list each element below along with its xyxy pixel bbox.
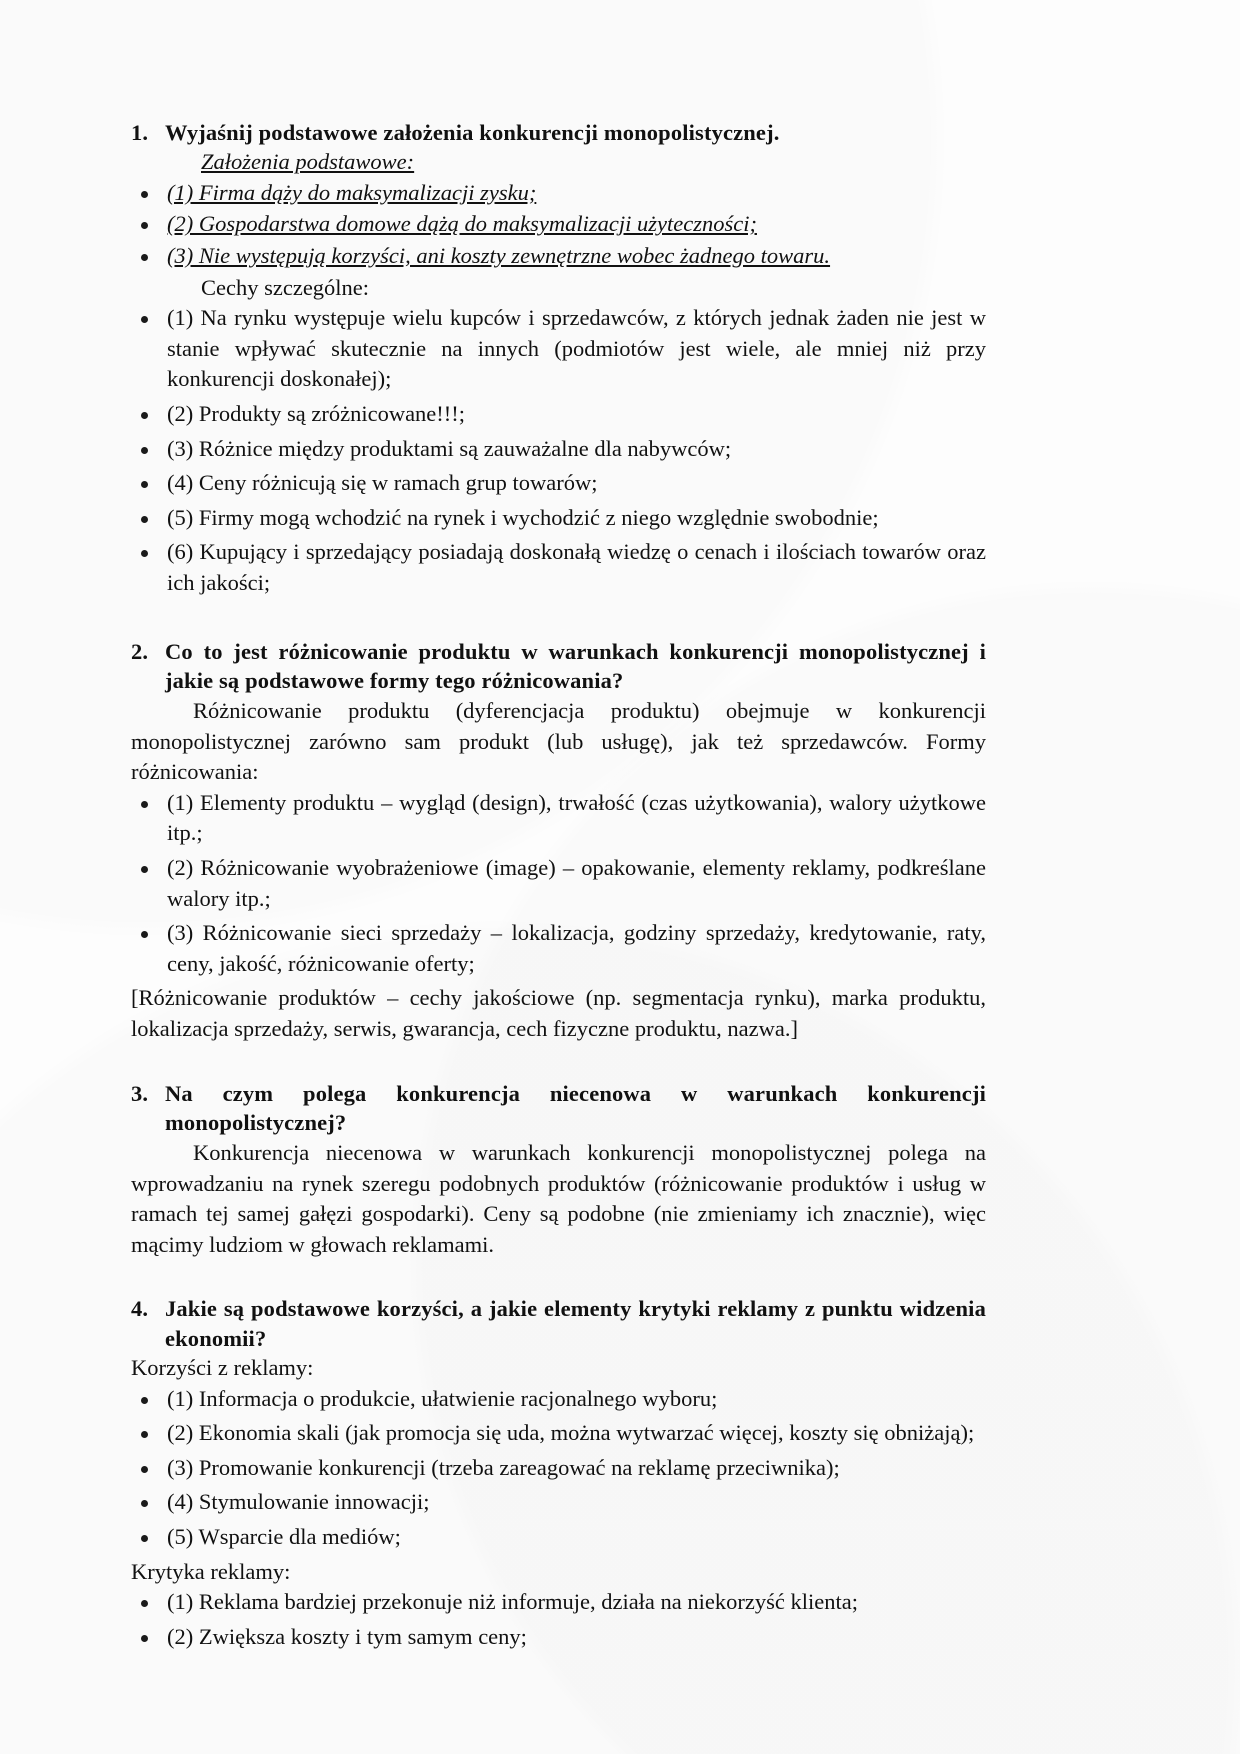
- list-item: (3) Różnice między produktami są zauważalne dla nabywców;: [131, 434, 986, 465]
- list-item: (4) Ceny różnicują się w ramach grup towarów;: [131, 468, 986, 499]
- section-spacer: [131, 1045, 986, 1079]
- question-title-1: Wyjaśnij podstawowe założenia konkurencji monopolistycznej.: [165, 120, 780, 145]
- question-number-1: 1.: [131, 120, 149, 145]
- question-number-2: 2.: [131, 638, 149, 664]
- list-item: (6) Kupujący i sprzedający posiadają doskonałą wiedzę o cenach i ilościach towarów oraz ich jakości;: [131, 537, 986, 598]
- list-item: (1) Reklama bardziej przekonuje niż informuje, działa na niekorzyść klienta;: [131, 1587, 986, 1618]
- subheading-assumptions-text: Założenia podstawowe:: [201, 149, 415, 175]
- question-heading-3: [131, 1079, 986, 1138]
- list-item: (5) Firmy mogą wchodzić na rynek i wychodzić z niego względnie swobodnie;: [131, 503, 986, 534]
- section2-body: Różnicowanie produktu (dyferencjacja produktu) obejmuje w konkurencji monopolistycznej zarówno sam produkt (lub usługę), jak też sprzedawców. Formy różnicowania:: [131, 698, 986, 785]
- subheading-features: Cechy szczególne:: [201, 274, 370, 300]
- list-item: (1) Firma dąży do maksymalizacji zysku;: [131, 178, 986, 209]
- question-heading-1: [131, 118, 986, 147]
- list-item: (3) Nie występują korzyści, ani koszty zewnętrzne wobec żadnego towaru.: [131, 241, 986, 272]
- question-title-3: Na czym polega konkurencja niecenowa w warunkach konkurencji monopolistycznej?: [165, 1080, 986, 1135]
- list-item: (2) Ekonomia skali (jak promocja się uda, można wytwarzać więcej, koszty się obniżają);: [131, 1418, 986, 1449]
- benefits-list: [131, 1384, 986, 1553]
- list-item: (1) Na rynku występuje wielu kupców i sprzedawców, z których jednak żaden nie jest w stanie wpływać skutecznie na innych (podmiotów jest wiele, ale mniej niż przy konkurencji doskonałej);: [131, 303, 986, 395]
- list-item: (5) Wsparcie dla mediów;: [131, 1522, 986, 1553]
- question-number-4: 4.: [131, 1296, 149, 1322]
- forms-list: [131, 788, 986, 980]
- subheading-assumptions: [131, 147, 986, 178]
- question-heading-4: [131, 1294, 986, 1353]
- document-body: [131, 118, 986, 1656]
- criticism-label: Krytyka reklamy:: [131, 1558, 291, 1584]
- list-item: (2) Różnicowanie wyobrażeniowe (image) – opakowanie, elementy reklamy, podkreślane walory itp.;: [131, 853, 986, 914]
- list-item: (2) Gospodarstwa domowe dążą do maksymalizacji użyteczności;: [131, 209, 986, 240]
- list-item: (1) Elementy produktu – wygląd (design), trwałość (czas użytkowania), walory użytkowe itp.;: [131, 788, 986, 849]
- list-item: (3) Różnicowanie sieci sprzedaży – lokalizacja, godziny sprzedaży, kredytowanie, raty, ceny, jakość, różnicowanie oferty;: [131, 918, 986, 979]
- section-spacer: [131, 603, 986, 637]
- section-spacer: [131, 1260, 986, 1294]
- section2-note: [Różnicowanie produktów – cechy jakościowe (np. segmentacja rynku), marka produktu, lokalizacja sprzedaży, serwis, gwarancja, cech fizyczne produktu, nazwa.]: [131, 985, 986, 1041]
- section3-body: Konkurencja niecenowa w warunkach konkurencji monopolistycznej polega na wprowadzaniu na rynek szeregu podobnych produktów (różnicowanie produktów i usług w ramach tej samej gałęzi gospodarki). Ceny są podobne (nie zmieniamy ich znacznie), więc mącimy ludziom w głowach reklamami.: [131, 1140, 986, 1257]
- assumptions-list: [131, 178, 986, 272]
- list-item: (2) Produkty są zróżnicowane!!!;: [131, 399, 986, 430]
- list-item: (1) Informacja o produkcie, ułatwienie racjonalnego wyboru;: [131, 1384, 986, 1415]
- question-number-3: 3.: [131, 1080, 149, 1106]
- question-title-2: Co to jest różnicowanie produktu w warunkach konkurencji monopolistycznej i jakie są podstawowe formy tego różnicowania?: [165, 638, 986, 693]
- list-item: (4) Stymulowanie innowacji;: [131, 1487, 986, 1518]
- benefits-label: Korzyści z reklamy:: [131, 1354, 314, 1380]
- list-item: (3) Promowanie konkurencji (trzeba zareagować na reklamę przeciwnika);: [131, 1453, 986, 1484]
- criticism-list: [131, 1587, 986, 1652]
- features-list: [131, 303, 986, 598]
- question-heading-2: [131, 637, 986, 696]
- question-title-4: Jakie są podstawowe korzyści, a jakie elementy krytyki reklamy z punktu widzenia ekonomii?: [165, 1296, 986, 1351]
- list-item: (2) Zwiększa koszty i tym samym ceny;: [131, 1622, 986, 1653]
